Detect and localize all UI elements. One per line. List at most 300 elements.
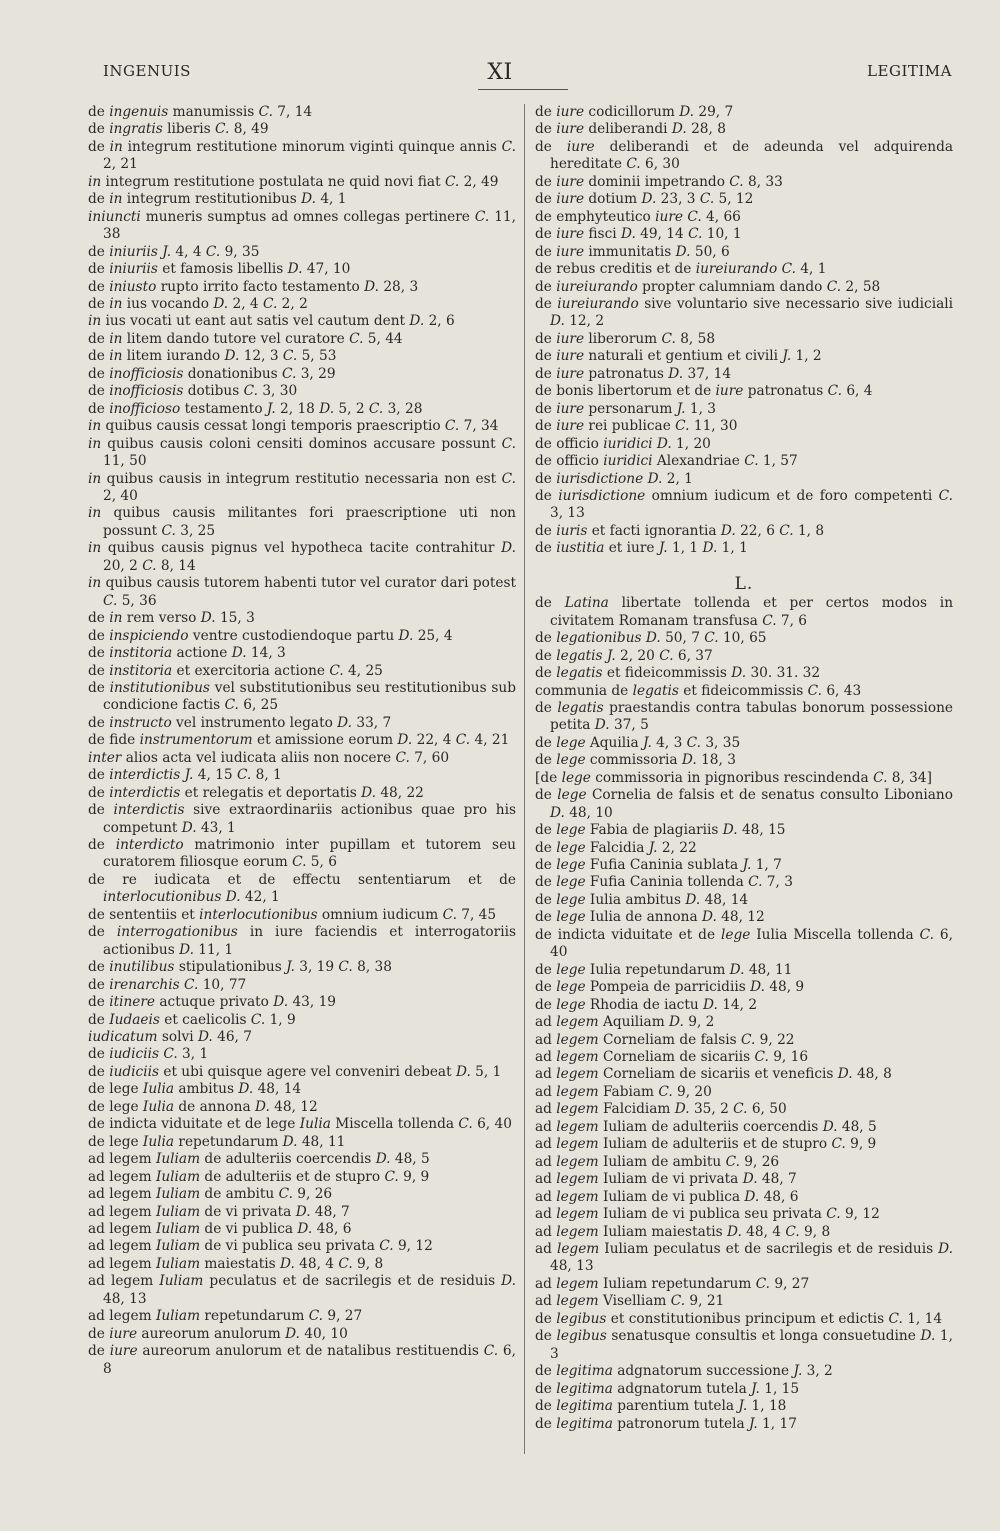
entry-text: liberorum bbox=[584, 330, 662, 347]
entry-text: ad bbox=[535, 1136, 557, 1153]
entry-text: Iuliam de vi publica seu privata bbox=[598, 1206, 827, 1223]
entry-text: de bbox=[535, 787, 558, 804]
entry-text: praestandis contra tabulas bonorum possessione petita bbox=[550, 699, 953, 734]
entry-italic: itinere bbox=[109, 994, 156, 1011]
entry-text: 1, 1 bbox=[717, 540, 748, 557]
entry-text: 3, 29 bbox=[296, 365, 336, 382]
entry-text: de bbox=[535, 874, 557, 891]
entry-italic: C. bbox=[224, 697, 239, 714]
entry-text: 1, 18 bbox=[747, 1398, 787, 1415]
entry-text: ad bbox=[535, 1223, 557, 1240]
index-entry bbox=[535, 436, 953, 453]
index-entry bbox=[88, 1099, 516, 1116]
entry-text: 25, 4 bbox=[413, 627, 453, 644]
index-entry bbox=[535, 630, 953, 647]
entry-text: de bbox=[88, 1325, 110, 1342]
entry-text: ad bbox=[535, 1275, 557, 1292]
entry-italic: legitima bbox=[556, 1380, 613, 1397]
entry-text: 9, 12 bbox=[840, 1206, 880, 1223]
entry-italic: legatis bbox=[556, 647, 603, 664]
entry-italic: ingratis bbox=[109, 121, 163, 138]
entry-italic: D. bbox=[920, 1328, 936, 1345]
entry-text: 8, 14 bbox=[156, 557, 196, 574]
entry-italic: C. bbox=[483, 1343, 499, 1360]
entry-italic: D. bbox=[671, 121, 687, 138]
index-entry bbox=[88, 104, 516, 121]
entry-italic: iure bbox=[556, 330, 585, 347]
entry-italic: J. bbox=[676, 400, 686, 417]
entry-text: de bbox=[535, 470, 557, 487]
entry-italic: D. bbox=[238, 1081, 254, 1098]
entry-text: 37, 5 bbox=[609, 717, 649, 734]
entry-italic: C. bbox=[163, 1046, 178, 1063]
entry-italic: J. bbox=[793, 1363, 803, 1380]
entry-text: ad legem bbox=[88, 1255, 156, 1272]
entry-text: 37, 14 bbox=[683, 365, 732, 382]
entry-italic: C. bbox=[873, 769, 888, 786]
entry-italic: lege bbox=[556, 839, 586, 856]
entry-italic: C. bbox=[779, 522, 794, 539]
entry-text: ad legem bbox=[88, 1308, 156, 1325]
entry-text: 7, 6 bbox=[776, 612, 808, 629]
entry-text: ius vocati ut eant aut satis vel cautum dent bbox=[101, 313, 410, 330]
entry-text: de bbox=[535, 400, 557, 417]
index-entry bbox=[535, 770, 953, 787]
entry-italic: D. bbox=[938, 1241, 954, 1257]
entry-italic: D. bbox=[722, 822, 738, 839]
entry-text: dotibus bbox=[183, 383, 244, 400]
index-entry bbox=[88, 261, 516, 278]
entry-text: testamento bbox=[180, 400, 267, 417]
index-entry bbox=[88, 174, 516, 191]
entry-text: 43, 19 bbox=[288, 994, 336, 1011]
entry-italic: C. bbox=[658, 1083, 673, 1100]
entry-text: 2, 2 bbox=[277, 295, 308, 312]
entry-text: ad bbox=[535, 1101, 557, 1118]
index-entry bbox=[88, 1081, 516, 1098]
entry-text: 9, 27 bbox=[770, 1275, 810, 1292]
entry-text: de bbox=[88, 802, 114, 819]
entry-text: ad bbox=[535, 1014, 557, 1031]
entry-text: 5, 44 bbox=[363, 330, 403, 347]
index-entry bbox=[535, 1154, 953, 1171]
entry-italic: J. bbox=[643, 734, 652, 751]
index-entry bbox=[535, 822, 953, 839]
entry-italic: C. bbox=[807, 682, 822, 699]
entry-italic: lege bbox=[720, 926, 751, 943]
entry-text: 8, 34] bbox=[887, 769, 932, 786]
entry-text: 40, 10 bbox=[299, 1325, 348, 1342]
entry-text: de bbox=[535, 295, 558, 312]
entry-italic: lege bbox=[556, 891, 586, 908]
entry-text: de bbox=[535, 1328, 557, 1345]
entry-italic: iuridici bbox=[603, 435, 653, 452]
entry-text: de bbox=[535, 487, 559, 504]
index-entry bbox=[535, 1119, 953, 1136]
entry-italic: C. bbox=[282, 365, 297, 382]
entry-text: de bbox=[535, 522, 557, 539]
index-entry bbox=[88, 1221, 516, 1238]
entry-text: quibus causis coloni censiti dominos accusare possunt bbox=[101, 435, 502, 452]
entry-text: 48, 14 bbox=[700, 891, 749, 908]
entry-italic: instructo bbox=[109, 714, 172, 731]
entry-italic: inter bbox=[88, 749, 122, 766]
entry-italic: Iulia bbox=[142, 1081, 175, 1098]
entry-italic: D. bbox=[273, 994, 289, 1011]
index-entry bbox=[88, 383, 516, 400]
entry-text: 48, 10 bbox=[564, 804, 613, 821]
entry-italic: in bbox=[88, 313, 102, 330]
entry-text: Iuliam de vi privata bbox=[598, 1171, 743, 1188]
entry-text: 2, 18 bbox=[275, 400, 320, 417]
entry-text: de sententiis et bbox=[88, 906, 200, 923]
index-entry bbox=[535, 1416, 953, 1433]
entry-text: 3, 2 bbox=[802, 1363, 833, 1380]
index-entry bbox=[535, 1171, 953, 1188]
entry-text: liberis bbox=[162, 121, 216, 138]
entry-italic: D. bbox=[675, 243, 691, 260]
entry-italic: C. bbox=[748, 874, 763, 891]
entry-text: de bbox=[88, 1046, 110, 1063]
index-entry bbox=[535, 927, 953, 962]
entry-text: 8, 33 bbox=[743, 173, 783, 190]
entry-italic: in bbox=[88, 435, 102, 452]
entry-text: parentium tutela bbox=[612, 1398, 739, 1415]
entry-italic: instrumentorum bbox=[139, 732, 253, 749]
entry-text: solvi bbox=[157, 1029, 198, 1046]
index-entry bbox=[88, 505, 516, 540]
entry-text: de vi publica bbox=[200, 1221, 298, 1237]
entry-italic: D. bbox=[319, 400, 335, 417]
entry-italic: lege bbox=[556, 752, 586, 769]
index-entry bbox=[535, 1136, 953, 1153]
entry-italic: interdictis bbox=[109, 767, 181, 784]
entry-italic: ingenuis bbox=[109, 104, 169, 120]
entry-text: 22, 6 bbox=[735, 522, 780, 539]
entry-text: de bbox=[88, 627, 110, 644]
index-entry bbox=[535, 174, 953, 191]
index-entry bbox=[535, 962, 953, 979]
entry-text: 6, 25 bbox=[238, 697, 279, 714]
entry-text: de bbox=[88, 1343, 110, 1360]
entry-italic: C. bbox=[142, 557, 157, 574]
index-entry bbox=[535, 1066, 953, 1083]
entry-text: de bbox=[535, 365, 557, 382]
entry-text: fisci bbox=[584, 226, 621, 243]
entry-italic: D. bbox=[179, 941, 194, 958]
index-entry bbox=[88, 802, 516, 837]
index-entry bbox=[535, 683, 953, 700]
entry-italic: in bbox=[88, 470, 102, 487]
entry-text: 48, 22 bbox=[375, 784, 424, 801]
entry-italic: C. bbox=[938, 487, 953, 504]
entry-italic: C. bbox=[762, 612, 777, 629]
entry-text: Iulia de annona bbox=[585, 909, 702, 926]
index-entry bbox=[535, 979, 953, 996]
entry-text: 9, 9 bbox=[845, 1136, 877, 1153]
index-entry bbox=[535, 348, 953, 365]
entry-text: ius vocando bbox=[122, 295, 214, 312]
entry-text: de bbox=[88, 837, 116, 854]
entry-text: de lege bbox=[88, 1081, 143, 1098]
entry-text: 3, 19 bbox=[294, 959, 339, 976]
entry-text: Fufia Caninia sublata bbox=[585, 857, 743, 874]
entry-text: 7, 3 bbox=[762, 874, 793, 891]
entry-text: 1, 1 bbox=[667, 540, 703, 557]
entry-italic: J. bbox=[162, 243, 172, 260]
index-entry bbox=[535, 648, 953, 665]
entry-text: 48, 6 bbox=[759, 1188, 799, 1205]
entry-text: 48, 8 bbox=[852, 1066, 892, 1083]
entry-text: 6, 8 bbox=[103, 1343, 516, 1377]
entry-italic: D. bbox=[279, 1255, 295, 1272]
entry-italic: legationibus bbox=[556, 630, 642, 647]
entry-italic: lege bbox=[557, 787, 587, 804]
index-entry bbox=[88, 750, 516, 767]
entry-text: ad legem bbox=[88, 1151, 156, 1168]
entry-italic: D. bbox=[213, 295, 229, 312]
entry-italic: D. bbox=[364, 278, 379, 295]
entry-italic: D. bbox=[337, 714, 353, 731]
entry-text: quibus causis militantes fori praescriptione uti non possunt bbox=[101, 505, 516, 539]
index-entry bbox=[88, 209, 516, 244]
index-entry bbox=[88, 471, 516, 506]
index-entry bbox=[535, 700, 953, 735]
entry-italic: inutilibus bbox=[109, 959, 175, 976]
entry-italic: iuridici bbox=[603, 453, 653, 470]
entry-italic: in bbox=[109, 138, 123, 155]
entry-text: Corneliam de falsis bbox=[598, 1031, 741, 1048]
entry-text: de bbox=[88, 104, 110, 120]
index-entry bbox=[88, 907, 516, 924]
entry-italic: inofficiosis bbox=[109, 365, 184, 382]
entry-text: et iure bbox=[604, 540, 659, 557]
entry-italic: D. bbox=[254, 1098, 270, 1115]
entry-text: in iure faciendis et interrogatoriis actionibus bbox=[103, 924, 516, 958]
entry-text: ad bbox=[535, 1066, 557, 1083]
entry-text: 28, 3 bbox=[378, 278, 419, 295]
entry-italic: legem bbox=[556, 1188, 599, 1205]
entry-text: de bbox=[535, 996, 557, 1013]
index-entry bbox=[88, 1151, 516, 1168]
entry-italic: in bbox=[109, 330, 123, 347]
index-entry bbox=[535, 1398, 953, 1415]
entry-text: de bbox=[88, 383, 110, 400]
entry-italic: C. bbox=[455, 732, 471, 749]
entry-text: 3, 1 bbox=[177, 1046, 209, 1063]
entry-text: de ambitu bbox=[200, 1186, 279, 1203]
entry-italic: Iuliam bbox=[155, 1186, 201, 1203]
entry-text: Iulia repetundarum bbox=[585, 961, 730, 978]
entry-text: de re iudicata et de effectu sententiarum et de bbox=[88, 871, 516, 888]
entry-text: et fideicommissis bbox=[602, 665, 732, 682]
entry-text: 9, 9 bbox=[398, 1168, 430, 1185]
index-entry bbox=[88, 1238, 516, 1255]
entry-italic: Iulia bbox=[142, 1098, 175, 1115]
entry-italic: institutionibus bbox=[109, 679, 210, 696]
entry-italic: C. bbox=[826, 278, 842, 295]
entry-italic: Iuliam bbox=[159, 1273, 204, 1290]
entry-text: de bbox=[535, 979, 557, 996]
entry-italic: interdictis bbox=[113, 802, 185, 819]
entry-italic: legibus bbox=[556, 1328, 607, 1345]
entry-italic: D. bbox=[729, 961, 745, 978]
entry-italic: institoria bbox=[109, 645, 173, 662]
entry-italic: Iuliam bbox=[155, 1168, 201, 1185]
entry-text: Aquilia bbox=[585, 734, 644, 751]
entry-text: 4, 66 bbox=[701, 208, 741, 225]
entry-text: 2, 6 bbox=[424, 313, 455, 330]
entry-text: adgnatorum successione bbox=[612, 1363, 794, 1380]
entry-text: 6, 40 bbox=[472, 1116, 512, 1133]
entry-text: de officio bbox=[535, 453, 604, 470]
entry-text: repetundarum bbox=[174, 1133, 283, 1150]
entry-italic: C. bbox=[215, 121, 230, 138]
entry-italic: J. bbox=[782, 348, 792, 365]
entry-text: de bbox=[535, 104, 557, 120]
entry-text: Pompeia de parricidiis bbox=[585, 979, 751, 996]
entry-text: Iulia ambitus bbox=[585, 891, 686, 908]
entry-text: ad bbox=[535, 1031, 557, 1048]
entry-italic: D. bbox=[742, 1171, 758, 1188]
index-entry bbox=[88, 121, 516, 138]
entry-text: Falcidiam bbox=[598, 1101, 675, 1118]
index-entry bbox=[88, 401, 516, 418]
entry-text: de bbox=[88, 610, 110, 627]
entry-italic: C. bbox=[184, 976, 199, 993]
entry-text: 15, 3 bbox=[215, 610, 255, 627]
entry-text: Iulia Miscella tollenda bbox=[750, 926, 920, 943]
entry-text: matrimonio inter pupillam et tutorem seu curatorem filiosque eorum bbox=[103, 837, 516, 871]
entry-text: Falcidia bbox=[585, 839, 649, 856]
entry-italic: C. bbox=[308, 1308, 324, 1325]
index-entry bbox=[88, 139, 516, 174]
entry-italic: D. bbox=[679, 104, 695, 120]
entry-italic: C. bbox=[205, 243, 221, 260]
right-column-l-section bbox=[535, 595, 953, 1433]
entry-text: de bbox=[535, 540, 557, 557]
index-entry bbox=[535, 909, 953, 926]
entry-italic: C. bbox=[740, 1031, 756, 1048]
entry-text: Iuliam de vi publica bbox=[598, 1188, 745, 1205]
entry-italic: J. bbox=[658, 540, 668, 557]
entry-text: Aquiliam bbox=[598, 1014, 670, 1031]
entry-italic: iure bbox=[556, 243, 585, 260]
entry-italic: C. bbox=[103, 592, 118, 609]
entry-text: Alexandriae bbox=[652, 453, 745, 470]
entry-text: 4, 1 bbox=[795, 261, 827, 278]
entry-text: 22, 4 bbox=[412, 732, 456, 749]
entry-text: 6, 43 bbox=[821, 682, 862, 699]
entry-text: 11, 38 bbox=[103, 208, 516, 243]
entry-text: de bonis libertorum et de bbox=[535, 383, 716, 400]
entry-italic: C. bbox=[744, 453, 759, 470]
index-entry bbox=[535, 139, 953, 174]
index-entry bbox=[535, 665, 953, 682]
entry-italic: J. bbox=[738, 1398, 748, 1415]
entry-text: 1, 3 bbox=[550, 1328, 953, 1362]
entry-italic: iniusto bbox=[109, 278, 157, 295]
entry-text: de vi privata bbox=[200, 1203, 296, 1220]
entry-text: de bbox=[535, 1380, 557, 1397]
entry-italic: C. bbox=[250, 1011, 266, 1028]
entry-italic: Iuliam bbox=[155, 1151, 201, 1168]
index-entry bbox=[88, 313, 516, 330]
entry-text: Viselliam bbox=[598, 1293, 671, 1310]
column-divider bbox=[524, 104, 525, 1454]
entry-italic: D. bbox=[668, 365, 684, 382]
entry-italic: D. bbox=[181, 819, 197, 836]
entry-italic: D. bbox=[550, 804, 565, 821]
entry-italic: lege bbox=[561, 769, 591, 786]
entry-italic: D. bbox=[837, 1066, 853, 1083]
entry-italic: D. bbox=[681, 752, 697, 769]
entry-italic: iniuncti bbox=[88, 208, 141, 225]
section-heading-l: L. bbox=[734, 573, 754, 594]
index-entry bbox=[535, 1224, 953, 1241]
entry-italic: lege bbox=[556, 874, 586, 891]
entry-text: de bbox=[88, 924, 117, 941]
entry-text: deliberandi et de adeunda vel adquirenda hereditate bbox=[550, 138, 953, 173]
entry-text: de bbox=[88, 662, 110, 679]
entry-text: de bbox=[535, 278, 557, 295]
entry-text: et constitutionibus principum et edictis bbox=[606, 1310, 889, 1327]
entry-italic: C. bbox=[919, 926, 934, 943]
entry-italic: iure bbox=[109, 1325, 138, 1342]
entry-text: 1, 17 bbox=[757, 1415, 797, 1432]
entry-italic: C. bbox=[243, 383, 258, 400]
entry-text: 2, 58 bbox=[841, 278, 881, 295]
entry-text: de vi publica seu privata bbox=[200, 1238, 380, 1255]
entry-text: 48, 14 bbox=[253, 1081, 302, 1098]
index-entry bbox=[88, 872, 516, 907]
entry-text: sive extraordinariis actionibus quae pro his competunt bbox=[103, 802, 516, 836]
entry-text: 8, 58 bbox=[675, 330, 716, 347]
entry-text: muneris sumptus ad omnes collegas pertinere bbox=[140, 208, 475, 225]
entry-text: de bbox=[535, 330, 557, 347]
entry-text: de lege bbox=[88, 1133, 143, 1150]
entry-text: et famosis libellis bbox=[157, 261, 288, 278]
entry-italic: D. bbox=[703, 996, 718, 1013]
entry-text: integrum restitutione minorum viginti quinque annis bbox=[122, 138, 502, 155]
entry-text: et facti ignorantia bbox=[587, 522, 721, 539]
entry-text: de bbox=[535, 909, 557, 926]
entry-text: 6, 37 bbox=[673, 647, 713, 664]
entry-italic: iure bbox=[556, 400, 585, 417]
entry-italic: C. bbox=[781, 261, 796, 278]
entry-text: ad bbox=[535, 1083, 557, 1100]
entry-text: adgnatorum tutela bbox=[612, 1380, 752, 1397]
entry-italic: legitima bbox=[556, 1363, 613, 1380]
entry-italic: in bbox=[88, 540, 102, 557]
entry-italic: C. bbox=[704, 630, 719, 647]
entry-text: ad bbox=[535, 1049, 557, 1066]
entry-text: ad legem bbox=[88, 1203, 156, 1220]
entry-italic: legem bbox=[556, 1031, 599, 1048]
entry-text: 6, 4 bbox=[841, 383, 873, 400]
entry-text: 48, 4 bbox=[294, 1255, 339, 1272]
entry-text: 9, 8 bbox=[352, 1255, 384, 1272]
index-entry bbox=[535, 453, 953, 470]
entry-italic: iurisdictione bbox=[558, 487, 646, 504]
entry-italic: D. bbox=[197, 1029, 213, 1046]
entry-text: de indicta viduitate et de bbox=[535, 926, 721, 943]
entry-italic: iureiurando bbox=[557, 295, 639, 312]
entry-text: de fide bbox=[88, 732, 140, 749]
index-entry bbox=[535, 261, 953, 278]
entry-text: dominii impetrando bbox=[584, 173, 730, 190]
entry-text: vel substitutionibus seu restitutionibus sub condicione factis bbox=[103, 679, 516, 714]
